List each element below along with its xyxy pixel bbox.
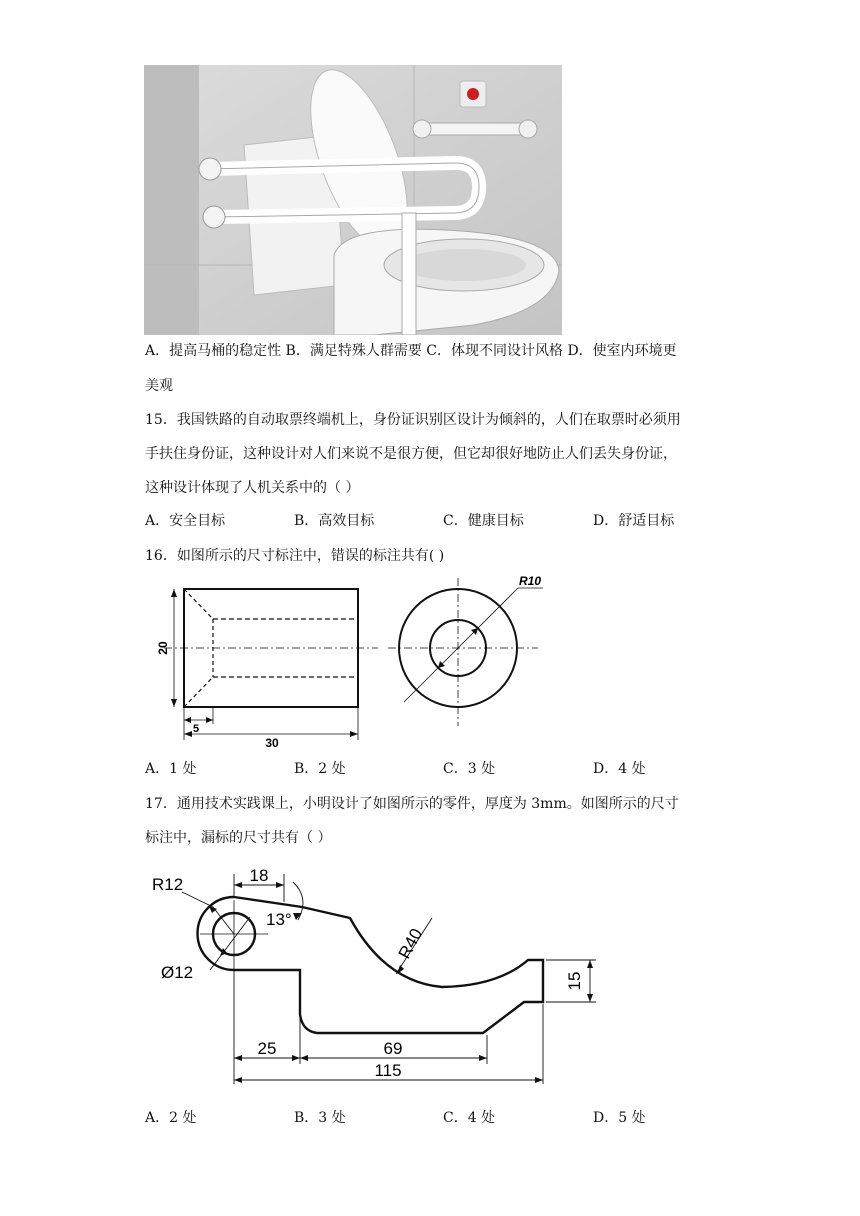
q15-question-line-3: 这种设计体现了人机关系中的（ ） [145, 480, 360, 496]
q17-r12: R12 [152, 875, 184, 894]
q17-question-line-2: 标注中，漏标的尺寸共有（ ） [145, 830, 332, 846]
q17-dim-25: 25 [257, 1039, 277, 1058]
q16-option-c[interactable]: C．3 处 [443, 761, 496, 777]
q17-angle-13: 13° [266, 910, 292, 929]
q16-dim-length: 30 [265, 736, 279, 750]
q16-option-d[interactable]: D．4 处 [593, 761, 646, 777]
q17-question-line-1: 17．通用技术实践课上，小明设计了如图所示的零件，厚度为 3mm。如图所示的尺寸 [145, 796, 679, 812]
q16-option-b[interactable]: B．2 处 [294, 761, 346, 777]
toilet-grab-bar-photo [144, 65, 562, 335]
q17-option-a[interactable]: A．2 处 [145, 1110, 197, 1126]
q17-dim-15: 15 [565, 971, 584, 991]
q17-dim-69: 69 [383, 1039, 403, 1058]
q17-phi12: Ø12 [161, 963, 194, 982]
q16-option-a[interactable]: A．1 处 [145, 761, 197, 777]
q17-option-b[interactable]: B．3 处 [294, 1110, 346, 1126]
q17-r40: R40 [394, 925, 427, 962]
q17-dim-115: 115 [374, 1061, 402, 1080]
q16-dim-height: 20 [156, 641, 170, 655]
q16-dim-radius: R10 [519, 574, 542, 588]
q15-option-c[interactable]: C．健康目标 [443, 513, 524, 529]
q14-options-line-1: A．提高马桶的稳定性 B．满足特殊人群需要 C．体现不同设计风格 D．使室内环境更 [145, 343, 677, 359]
q15-question-line-1: 15．我国铁路的自动取票终端机上，身份证识别区设计为倾斜的，人们在取票时必须用 [145, 412, 681, 428]
q15-option-d[interactable]: D．舒适目标 [593, 513, 675, 529]
q17-option-d[interactable]: D．5 处 [593, 1110, 646, 1126]
q17-dim-18: 18 [249, 866, 269, 885]
q16-dim-chamfer: 5 [192, 723, 200, 735]
q16-question: 16．如图所示的尺寸标注中，错误的标注共有( ) [145, 548, 445, 564]
q17-option-c[interactable]: C．4 处 [443, 1110, 496, 1126]
q15-question-line-2: 手扶住身份证，这种设计对人们来说不是很方便，但它却很好地防止人们丢失身份证， [145, 446, 677, 462]
q15-option-a[interactable]: A．安全目标 [145, 513, 226, 529]
q17-part-drawing [150, 862, 610, 1092]
q15-option-b[interactable]: B．高效目标 [294, 513, 375, 529]
q14-options-line-2: 美观 [145, 378, 173, 394]
q16-dimension-figure [150, 572, 560, 754]
